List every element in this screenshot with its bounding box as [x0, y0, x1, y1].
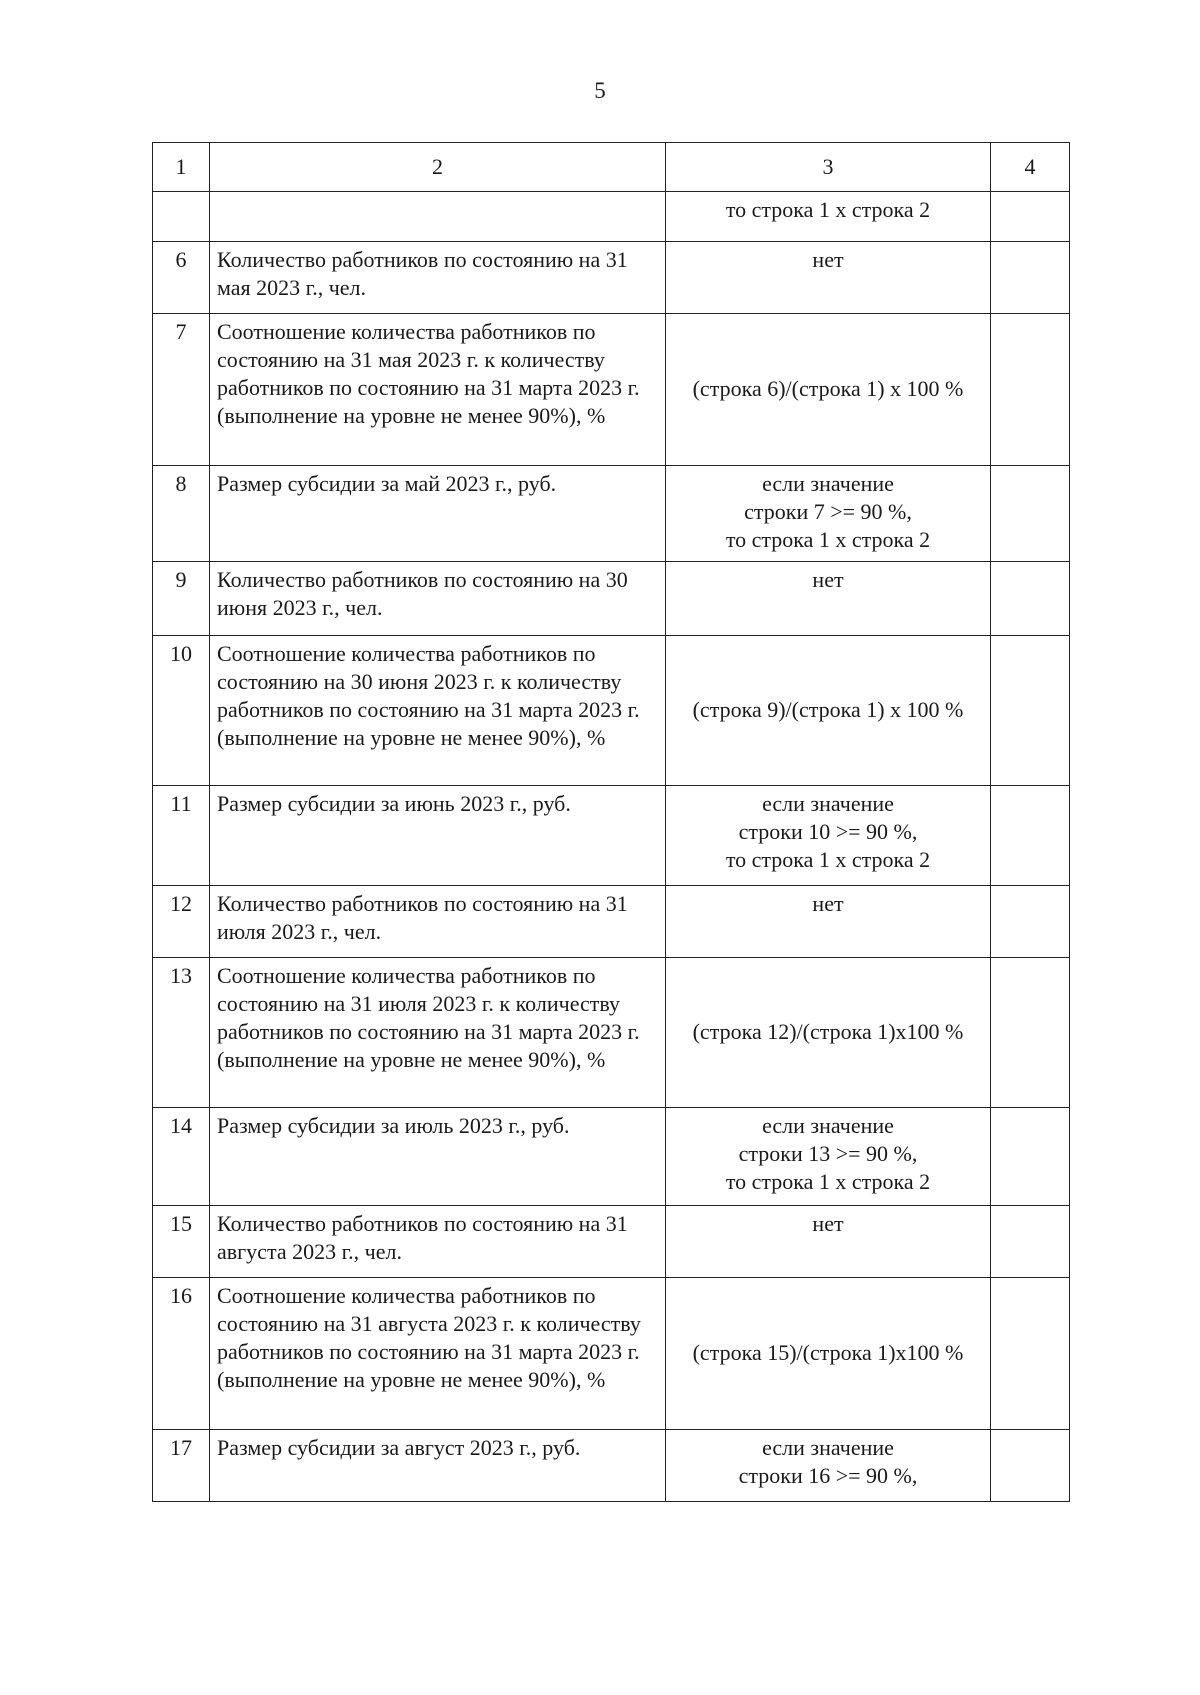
row-column4-cell	[991, 1278, 1070, 1430]
row-formula-cell: то строка 1 х строка 2	[666, 192, 991, 242]
row-formula-cell: если значение строки 13 >= 90 %, то строка 1 х строка 2	[666, 1108, 991, 1206]
row-number-cell: 6	[153, 242, 210, 314]
table-row	[153, 1430, 1070, 1502]
row-formula-cell: нет	[666, 886, 991, 958]
table-row	[153, 958, 1070, 1108]
row-column4-cell	[991, 314, 1070, 466]
row-formula-cell: (строка 12)/(строка 1)х100 %	[666, 958, 991, 1108]
row-formula-cell: если значение строки 16 >= 90 %,	[666, 1430, 991, 1502]
table-row	[153, 314, 1070, 466]
row-formula-cell: если значение строки 10 >= 90 %, то строка 1 х строка 2	[666, 786, 991, 886]
header-cell-3: 3	[666, 143, 991, 192]
row-description-cell	[210, 192, 666, 242]
row-number-cell	[153, 192, 210, 242]
row-description-cell: Количество работников по состоянию на 31 августа 2023 г., чел.	[210, 1206, 666, 1278]
row-formula-cell: нет	[666, 242, 991, 314]
row-number-cell: 8	[153, 466, 210, 562]
table-row	[153, 1278, 1070, 1430]
table-row	[153, 466, 1070, 562]
row-column4-cell	[991, 1430, 1070, 1502]
row-number-cell: 17	[153, 1430, 210, 1502]
row-column4-cell	[991, 958, 1070, 1108]
row-number-cell: 14	[153, 1108, 210, 1206]
row-number-cell: 13	[153, 958, 210, 1108]
row-column4-cell	[991, 886, 1070, 958]
row-number-cell: 7	[153, 314, 210, 466]
row-formula-cell: нет	[666, 562, 991, 636]
row-column4-cell	[991, 466, 1070, 562]
row-description-cell: Соотношение количества работников по состоянию на 31 мая 2023 г. к количеству работников по состоянию на 31 марта 2023 г. (выполнение на уровне не менее 90%), %	[210, 314, 666, 466]
row-description-cell: Соотношение количества работников по состоянию на 31 июля 2023 г. к количеству работников по состоянию на 31 марта 2023 г. (выполнение на уровне не менее 90%), %	[210, 958, 666, 1108]
row-formula-cell: нет	[666, 1206, 991, 1278]
row-description-cell: Соотношение количества работников по состоянию на 30 июня 2023 г. к количеству работников по состоянию на 31 марта 2023 г. (выполнение на уровне не менее 90%), %	[210, 636, 666, 786]
row-description-cell: Количество работников по состоянию на 31 мая 2023 г., чел.	[210, 242, 666, 314]
table-row	[153, 636, 1070, 786]
row-description-cell: Размер субсидии за июль 2023 г., руб.	[210, 1108, 666, 1206]
row-column4-cell	[991, 562, 1070, 636]
row-column4-cell	[991, 1108, 1070, 1206]
table-row	[153, 786, 1070, 886]
table-row	[153, 562, 1070, 636]
row-number-cell: 10	[153, 636, 210, 786]
row-column4-cell	[991, 786, 1070, 886]
row-description-cell: Соотношение количества работников по состоянию на 31 августа 2023 г. к количеству работников по состоянию на 31 марта 2023 г. (выполнение на уровне не менее 90%), %	[210, 1278, 666, 1430]
row-number-cell: 9	[153, 562, 210, 636]
table-row	[153, 886, 1070, 958]
table-header-row	[153, 143, 1070, 192]
table-row	[153, 242, 1070, 314]
row-number-cell: 16	[153, 1278, 210, 1430]
row-formula-cell: (строка 15)/(строка 1)х100 %	[666, 1278, 991, 1430]
row-formula-cell: (строка 9)/(строка 1) х 100 %	[666, 636, 991, 786]
row-number-cell: 12	[153, 886, 210, 958]
row-description-cell: Размер субсидии за июнь 2023 г., руб.	[210, 786, 666, 886]
row-column4-cell	[991, 636, 1070, 786]
row-number-cell: 11	[153, 786, 210, 886]
header-cell-2: 2	[210, 143, 666, 192]
row-description-cell: Размер субсидии за май 2023 г., руб.	[210, 466, 666, 562]
header-cell-4: 4	[991, 143, 1070, 192]
row-description-cell: Количество работников по состоянию на 30 июня 2023 г., чел.	[210, 562, 666, 636]
row-number-cell: 15	[153, 1206, 210, 1278]
row-formula-cell: (строка 6)/(строка 1) х 100 %	[666, 314, 991, 466]
row-description-cell: Размер субсидии за август 2023 г., руб.	[210, 1430, 666, 1502]
table-row	[153, 1206, 1070, 1278]
table-row	[153, 1108, 1070, 1206]
row-column4-cell	[991, 1206, 1070, 1278]
row-formula-cell: если значение строки 7 >= 90 %, то строка 1 х строка 2	[666, 466, 991, 562]
subsidy-table	[152, 142, 1070, 1502]
page-number: 5	[594, 78, 606, 103]
row-column4-cell	[991, 242, 1070, 314]
row-column4-cell	[991, 192, 1070, 242]
row-description-cell: Количество работников по состоянию на 31 июля 2023 г., чел.	[210, 886, 666, 958]
header-cell-1: 1	[153, 143, 210, 192]
table-row	[153, 192, 1070, 242]
